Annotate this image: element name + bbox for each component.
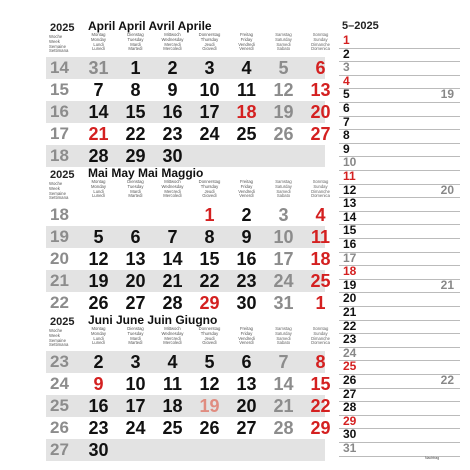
weekday-header: Dienstag Tuesday Mardi Martedì xyxy=(127,326,144,346)
day-cell[interactable]: 5 xyxy=(278,58,289,78)
weekday-header: Freitag Friday Vendredi Venerdì xyxy=(238,179,255,199)
day-cell[interactable]: 27 xyxy=(310,124,331,144)
day-cell[interactable]: 11 xyxy=(162,374,183,394)
strip-day-number: 12 xyxy=(343,182,357,197)
week-number: 25 xyxy=(50,396,69,415)
week-row xyxy=(46,204,325,226)
weekday-header: Montag Monday Lundi Lunedì xyxy=(91,32,106,52)
week-number: 20 xyxy=(50,249,69,268)
strip-day-number: 31 xyxy=(343,441,357,455)
strip-week-number: 22 xyxy=(440,373,454,387)
strip-day-number: 13 xyxy=(343,196,357,211)
day-cell[interactable]: 3 xyxy=(204,58,215,78)
strip-day-row[interactable] xyxy=(339,225,460,239)
day-cell[interactable]: 14 xyxy=(162,249,183,269)
weekday-header: Donnerstag Thursday Jeudi Giovedì xyxy=(198,32,221,52)
day-cell[interactable]: 7 xyxy=(278,352,289,372)
week-row xyxy=(46,351,325,373)
day-cell[interactable]: 1 xyxy=(204,205,215,225)
day-cell[interactable]: 5 xyxy=(204,352,215,372)
week-column-header: Woche Week Semaine Settimana xyxy=(49,34,69,54)
week-number: 15 xyxy=(50,80,69,99)
month-name: Juni June Juin Giugno xyxy=(88,313,218,327)
strip-title: 5–2025 xyxy=(342,20,379,32)
day-cell[interactable]: 14 xyxy=(88,102,109,122)
strip-day-row[interactable] xyxy=(339,182,460,199)
strip-day-row[interactable] xyxy=(339,375,460,389)
day-cell[interactable]: 15 xyxy=(310,374,331,394)
day-cell[interactable]: 29 xyxy=(125,146,146,166)
year-label: 2025 xyxy=(50,22,75,34)
strip-day-row[interactable] xyxy=(339,402,460,416)
strip-day-number: 2 xyxy=(343,46,350,61)
strip-day-row[interactable] xyxy=(339,89,460,103)
weekday-header: Donnerstag Thursday Jeudi Giovedì xyxy=(198,326,221,346)
weekday-header: Sonntag Sunday Dimanche Domenica xyxy=(311,326,330,346)
strip-day-number: 27 xyxy=(343,386,357,401)
day-cell[interactable]: 11 xyxy=(236,80,257,100)
week-row xyxy=(46,417,331,439)
strip-day-row[interactable] xyxy=(339,443,460,457)
weekday-header: Samstag Saturday Samedi Sabato xyxy=(275,179,292,199)
day-cell[interactable]: 9 xyxy=(93,374,104,394)
week-row xyxy=(46,395,331,417)
strip-day-number: 10 xyxy=(343,155,357,170)
weekday-header: Dienstag Tuesday Mardi Martedì xyxy=(127,32,144,52)
week-number: 23 xyxy=(50,352,69,371)
day-cell[interactable]: 30 xyxy=(88,440,109,460)
strip-day-row[interactable] xyxy=(339,429,460,443)
day-cell[interactable]: 16 xyxy=(236,249,257,269)
day-cell[interactable]: 22 xyxy=(199,271,220,291)
day-cell[interactable]: 11 xyxy=(310,227,331,247)
day-cell[interactable]: 8 xyxy=(315,352,326,372)
strip-day-row[interactable] xyxy=(339,318,460,335)
day-cell[interactable]: 6 xyxy=(241,352,252,372)
day-cell[interactable]: 20 xyxy=(236,396,257,416)
strip-day-number: 23 xyxy=(343,332,357,347)
day-cell[interactable]: 5 xyxy=(93,227,104,247)
day-cell[interactable]: 24 xyxy=(125,418,146,438)
strip-week-number: 20 xyxy=(440,182,454,197)
strip-day-row[interactable] xyxy=(339,277,460,294)
day-cell[interactable]: 22 xyxy=(310,396,331,416)
strip-day-number: 20 xyxy=(343,291,357,306)
strip-day-number: 8 xyxy=(343,128,350,143)
weekday-header: Montag Monday Lundi Lunedì xyxy=(91,179,106,199)
strip-day-number: 22 xyxy=(343,318,357,333)
strip-footer: Nachtrag xyxy=(425,456,440,460)
strip-day-number: 29 xyxy=(343,413,357,428)
day-cell[interactable]: 31 xyxy=(88,58,109,78)
day-cell[interactable]: 13 xyxy=(125,249,146,269)
month-name: Mai May Mai Maggio xyxy=(88,166,204,180)
week-row xyxy=(46,373,331,395)
day-cell[interactable]: 18 xyxy=(162,396,183,416)
day-cell[interactable]: 23 xyxy=(236,271,257,291)
strip-day-number: 14 xyxy=(343,209,357,224)
strip-day-row[interactable] xyxy=(339,250,460,267)
day-cell[interactable]: 3 xyxy=(130,352,141,372)
day-cell[interactable]: 9 xyxy=(167,80,178,100)
strip-day-number: 15 xyxy=(343,223,357,238)
week-row xyxy=(46,270,331,292)
day-cell[interactable]: 7 xyxy=(93,80,104,100)
strip-day-row[interactable] xyxy=(339,209,460,226)
day-cell[interactable]: 25 xyxy=(310,271,331,291)
day-cell[interactable]: 31 xyxy=(273,293,294,313)
strip-day-number: 17 xyxy=(343,250,357,265)
week-number: 18 xyxy=(50,205,69,224)
week-number: 19 xyxy=(50,227,69,246)
day-cell[interactable]: 19 xyxy=(273,102,294,122)
day-cell[interactable]: 1 xyxy=(315,293,326,313)
strip-day-row[interactable] xyxy=(339,413,460,430)
strip-day-number: 1 xyxy=(343,33,350,47)
week-number: 16 xyxy=(50,102,69,121)
week-number: 21 xyxy=(50,271,69,290)
week-column-header: Woche Week Semaine Settimana xyxy=(49,181,69,201)
week-number: 22 xyxy=(50,293,69,312)
day-cell[interactable]: 17 xyxy=(125,396,146,416)
year-label: 2025 xyxy=(50,316,75,328)
day-cell[interactable]: 16 xyxy=(162,102,183,122)
strip-day-number: 5 xyxy=(343,87,350,102)
strip-day-row[interactable] xyxy=(339,35,460,49)
weekday-header: Freitag Friday Vendredi Venerdì xyxy=(238,32,255,52)
month-sheets xyxy=(46,19,331,460)
day-cell[interactable]: 28 xyxy=(88,146,109,166)
day-cell[interactable]: 24 xyxy=(273,271,294,291)
day-cell[interactable]: 10 xyxy=(273,227,294,247)
strip-day-row[interactable] xyxy=(339,114,460,131)
day-cell[interactable]: 20 xyxy=(125,271,146,291)
day-cell[interactable]: 25 xyxy=(162,418,183,438)
day-cell[interactable]: 2 xyxy=(167,58,178,78)
day-cell[interactable]: 4 xyxy=(167,352,178,372)
strip-day-number: 30 xyxy=(343,427,357,442)
day-cell[interactable]: 18 xyxy=(310,249,331,269)
day-cell[interactable]: 25 xyxy=(236,124,257,144)
day-cell[interactable]: 15 xyxy=(125,102,146,122)
day-cell[interactable]: 10 xyxy=(125,374,146,394)
day-cell[interactable]: 3 xyxy=(278,205,289,225)
week-row xyxy=(46,226,331,248)
week-row xyxy=(46,248,331,270)
strip-day-number: 9 xyxy=(343,141,350,156)
day-cell[interactable]: 6 xyxy=(130,227,141,247)
day-cell[interactable]: 21 xyxy=(88,124,109,144)
strip-day-row[interactable] xyxy=(339,141,460,158)
day-cell[interactable]: 28 xyxy=(273,418,294,438)
strip-day-number: 21 xyxy=(343,305,357,319)
day-cell[interactable]: 4 xyxy=(315,205,326,225)
day-cell[interactable]: 24 xyxy=(199,124,220,144)
strip-day-number: 6 xyxy=(343,101,350,115)
weekday-header: Mittwoch Wednesday Mercredi Mercoledì xyxy=(161,179,184,199)
week-row xyxy=(46,101,331,123)
week-row xyxy=(46,145,325,167)
month-header xyxy=(46,166,330,204)
day-cell[interactable]: 13 xyxy=(310,80,331,100)
strip-day-number: 26 xyxy=(343,373,357,387)
strip-day-row[interactable] xyxy=(339,46,460,63)
day-cell[interactable]: 8 xyxy=(130,80,141,100)
day-cell[interactable]: 26 xyxy=(273,124,294,144)
day-cell[interactable]: 29 xyxy=(310,418,331,438)
day-cell[interactable]: 26 xyxy=(88,293,109,313)
day-cell[interactable]: 8 xyxy=(204,227,215,247)
strip-day-row[interactable] xyxy=(339,130,460,144)
week-row xyxy=(46,123,331,145)
strip-day-row[interactable] xyxy=(339,103,460,117)
day-cell[interactable]: 1 xyxy=(130,58,141,78)
strip-day-row[interactable] xyxy=(339,293,460,307)
weekday-header: Donnerstag Thursday Jeudi Giovedì xyxy=(198,179,221,199)
day-cell[interactable]: 29 xyxy=(199,293,220,313)
week-row xyxy=(46,79,331,101)
day-cell[interactable]: 4 xyxy=(241,58,252,78)
strip-day-number: 18 xyxy=(343,264,357,279)
day-cell[interactable]: 18 xyxy=(236,102,257,122)
day-cell[interactable]: 17 xyxy=(199,102,220,122)
weekday-header: Montag Monday Lundi Lunedì xyxy=(91,326,106,346)
day-cell[interactable]: 20 xyxy=(310,102,331,122)
week-number: 18 xyxy=(50,146,69,165)
strip-week-number: 19 xyxy=(440,87,454,102)
week-row xyxy=(46,57,325,79)
strip-day-number: 28 xyxy=(343,400,357,415)
day-cell[interactable]: 2 xyxy=(241,205,252,225)
day-cell[interactable]: 19 xyxy=(199,396,220,416)
strip-day-row[interactable] xyxy=(339,307,460,321)
day-cell[interactable]: 9 xyxy=(241,227,252,247)
week-column-header: Woche Week Semaine Settimana xyxy=(49,328,69,348)
week-number: 26 xyxy=(50,418,69,437)
weekday-header: Samstag Saturday Samedi Sabato xyxy=(275,32,292,52)
week-number: 17 xyxy=(50,124,69,143)
day-cell[interactable]: 12 xyxy=(273,80,294,100)
day-cell[interactable]: 26 xyxy=(199,418,220,438)
strip-day-number: 11 xyxy=(343,169,356,183)
strip-day-number: 3 xyxy=(343,60,350,75)
day-cell[interactable]: 12 xyxy=(88,249,109,269)
week-number: 24 xyxy=(50,374,69,393)
strip-day-row[interactable] xyxy=(339,345,460,362)
day-cell[interactable]: 30 xyxy=(236,293,257,313)
strip-day-number: 7 xyxy=(343,114,350,129)
day-cell[interactable]: 22 xyxy=(125,124,146,144)
day-cell[interactable]: 13 xyxy=(236,374,257,394)
day-cell[interactable]: 27 xyxy=(236,418,257,438)
strip-day-number: 19 xyxy=(343,277,357,292)
weekday-header: Mittwoch Wednesday Mercredi Mercoledì xyxy=(161,32,184,52)
day-cell[interactable]: 19 xyxy=(88,271,109,291)
strip-day-number: 25 xyxy=(343,359,357,374)
strip-day-row[interactable] xyxy=(339,62,460,76)
month-header xyxy=(46,313,330,351)
week-number: 27 xyxy=(50,440,69,459)
year-label: 2025 xyxy=(50,169,75,181)
day-cell[interactable]: 16 xyxy=(88,396,109,416)
weekday-header: Samstag Saturday Samedi Sabato xyxy=(275,326,292,346)
strip-day-row[interactable] xyxy=(339,198,460,212)
day-cell[interactable]: 21 xyxy=(162,271,183,291)
strip-day-row[interactable] xyxy=(339,386,460,403)
strip-day-row[interactable] xyxy=(339,239,460,253)
day-cell[interactable]: 10 xyxy=(199,80,220,100)
day-cell[interactable]: 6 xyxy=(315,58,326,78)
strip-day-number: 24 xyxy=(343,345,357,360)
month-strip-may xyxy=(339,19,460,459)
day-cell[interactable]: 14 xyxy=(273,374,294,394)
weekday-header: Dienstag Tuesday Mardi Martedì xyxy=(127,179,144,199)
day-cell[interactable]: 23 xyxy=(88,418,109,438)
day-cell[interactable]: 27 xyxy=(125,293,146,313)
day-cell[interactable]: 23 xyxy=(162,124,183,144)
strip-day-row[interactable] xyxy=(339,334,460,348)
day-cell[interactable]: 12 xyxy=(199,374,220,394)
day-cell[interactable]: 2 xyxy=(93,352,104,372)
day-cell[interactable]: 7 xyxy=(167,227,178,247)
weekday-header: Freitag Friday Vendredi Venerdì xyxy=(238,326,255,346)
day-cell[interactable]: 30 xyxy=(162,146,183,166)
day-cell[interactable]: 17 xyxy=(273,249,294,269)
day-cell[interactable]: 28 xyxy=(162,293,183,313)
week-number: 14 xyxy=(50,58,69,77)
day-cell[interactable]: 15 xyxy=(199,249,220,269)
week-row xyxy=(46,292,325,314)
weekday-header: Sonntag Sunday Dimanche Domenica xyxy=(311,32,330,52)
weekday-header: Sonntag Sunday Dimanche Domenica xyxy=(311,179,330,199)
week-row xyxy=(46,439,325,461)
month-header xyxy=(46,19,330,57)
strip-week-number: 21 xyxy=(440,277,454,292)
weekday-header: Mittwoch Wednesday Mercredi Mercoledì xyxy=(161,326,184,346)
strip-day-number: 16 xyxy=(343,237,357,251)
strip-day-row[interactable] xyxy=(339,157,460,171)
strip-day-number: 4 xyxy=(343,73,350,88)
day-cell[interactable]: 21 xyxy=(273,396,294,416)
month-name: April April Avril Aprile xyxy=(88,19,212,33)
